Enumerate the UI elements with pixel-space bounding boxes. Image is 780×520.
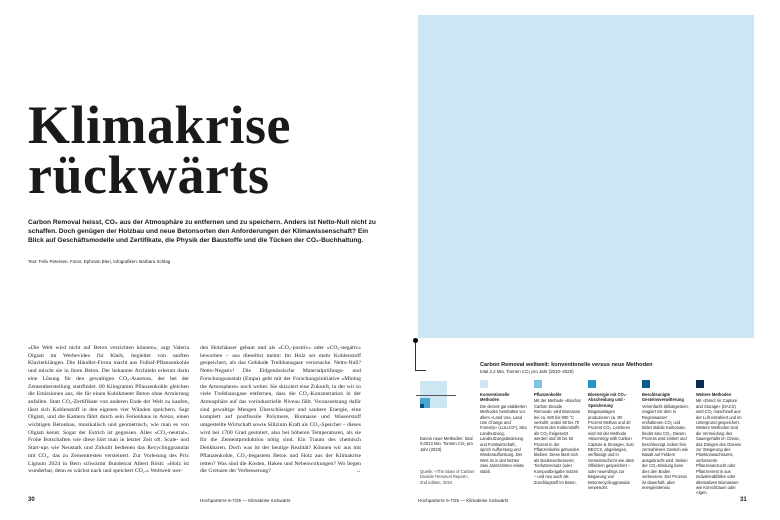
category-body: Mit der Methode «Biochar Carbon Dioxide Removal» wird Biomasse bei ca. 600 bis 900 °C verkohlt, wobei 50 bis 70 Prozent des Kohlenstoffs als CO₂ freigesetzt werden und 30 bis 50 Prozent in der Pflanzenkohle gebunden bleiben. Diese lässt sich als Bodenverbesserer, Tierfutterersatz (oder Kompostbeigabe nutzen – und neu auch als Zuschlagstoff im Beton. bbox=[534, 398, 581, 485]
category-title: Bioenergie mit CO₂-Abscheidung und -Speicherung bbox=[588, 392, 627, 408]
scale-line bbox=[416, 395, 456, 396]
category-weathering bbox=[642, 380, 689, 490]
infographic-area-conventional bbox=[418, 15, 754, 338]
new-methods-note: Davon neue Methoden: total 0,0013 Mio. Tonnen CO₂ pro Jahr (2023) bbox=[420, 436, 473, 452]
swatch-weathering bbox=[642, 380, 650, 388]
body-column-2-text: den Holzhäuser gebaut und als «CO₂-positiv» oder «CO₂-negativ» beworben – aus dieselbst meint: Im Holz sei mehr Kohlenstoff gespeichert, als das Gebäude Treibhausgase verursache. Netto-Null? Netto-Negativ! Die Eidgenössische Materialprüfungs- und Forschungsanstalt (Empa) geht mit der Forschungsinitiative «Mining the Atmosphere» noch weiter. Sie skizziert eine Zukunft, in der wir so viele Treibhausgase entfernen, dass die CO₂-Konzentration in der Atmosphäre auf das vorindustrielle Niveau fällt. Voraussetzung dafür sind gewaltige Mengen Überschüssiger und saubere Energie, eine komplett auf postfossile Polymere, Biomasse und Wasserstoff umgestellte Wirtschaft sowie Silizium Kraft als CO₂-Speicher – dieses wird bei 1700 Grad gesintert, also bei höheren Temperaturen, als sie für die Zementproduktion nötig sind. Ein Traum des chemisch Denkbaren. Doch was ist der heutige Realität? Können wir aus mit Pflanzenkohle, CO₂-begastem Beton und Holz aus der Klimakrise retten? Was sind die Kosten, Haken und Nebenwirkungen? Wo liegen die Grenzen der Verbesserung? bbox=[200, 345, 361, 475]
category-title: Weitere Methoden bbox=[696, 392, 732, 397]
lead-paragraph: Carbon Removal heisst, CO₂ aus der Atmosphäre zu entfernen und zu speichern. Anders ist Netto-Null nicht zu schaffen. Doch genügen der Holzbau und neue Betonsorten den Anforderungen der Klimawissenschaft? Ein Blick auf Geschäftsmodelle und Zertifikate, die Physik der Baustoffe und die Tücken der CO₂-Buchhaltung. bbox=[28, 219, 376, 244]
headline bbox=[28, 95, 348, 205]
infographic-title: Carbon Removal weltweit: konventionelle versus neue Methoden bbox=[480, 362, 653, 368]
connector-line-horizontal bbox=[415, 370, 426, 371]
page-number-right: 31 bbox=[740, 497, 747, 503]
category-title: Beschleunigte Gesteinsverwitterung bbox=[642, 392, 684, 403]
connector-line bbox=[415, 343, 416, 370]
swatch-beccs bbox=[588, 380, 596, 388]
right-page bbox=[390, 0, 780, 520]
infographic-subtitle: total 2,2 Mio. Tonnen CO₂ pro Jahr (2010–2020) bbox=[480, 369, 574, 374]
area-other-methods bbox=[420, 404, 424, 408]
swatch-conventional bbox=[480, 380, 488, 388]
body-column-2 bbox=[200, 345, 361, 476]
credits: Text: Felix Petersen, Fotos: Ephraim Bieri, Infografiken: Barbara Schlag bbox=[28, 259, 171, 264]
body-column-1: «Die Welt wird nicht auf Beton verzichten können», sagt Valeria Olgiati im Werbevideo für Klark, begleitet von sanften Klavierklängen. Die Händler-Firma macht aus Fulhaf-Pflanzenkohle und mischt sie in ihren Beton. Der bekannte Architekt erkennt darin eine Lösung für den gewaltigen CO₂-Ausstoss, der bei der Zementherstellung stattfindet. 80 Kilogramm Pflanzenkohle gleichen die Emissionen aus, die für einen Kubikmeter Beton ohne Armierung anfallen. Statt CO₂-Zertifikate von anderen Ende der Welt zu kaufen, lässt sich Kohlenstoff in den eigenen vier Wänden speichern. Sagt Olgiati, und die Kamera fährt durch sein Ferienhaus in Arezo, einen wichtigen Betonbau, musikalisch und geometrisch, wie man es von Olgiati kennt. Sogar der Estrich ist gegossen. Alles «CO₂-neutral». Frohe Botschaften wie diese hört man in letzter Zeit oft. Scale- und Start-ups wie Neustark und Zirkulit bedienen das Recyclinggranulat mit CO₂, das zu Zementresten versteinert. Zur Vorlesung des Prix Lignum 2024 in Bern schwärmt Bundesrat Albert Rösti: «Holz ist wunderbar, denn es wächst nach und speichert CO₂.» Weltweit wer- bbox=[28, 345, 189, 475]
headline-line-1: Klimakrise bbox=[28, 95, 291, 155]
category-body: Biogasanlagen produzieren ca. 80 Prozent Methan und 40 Prozent CO₂. Letzteres wird mit der Methode «Bioenergy with Carbon Capture & Storage», kurz BECCS, abgefangen, verflüssigt und in Gesteinsschicht wie alten Ölfeldern gespeichert – oder neuerdings zur Begasung von Betonrecyclinggranulat verwendet. bbox=[588, 409, 635, 490]
swatch-other bbox=[696, 380, 704, 388]
category-body: Die derzeit gut etablierten Methoden beinhalten vor allem «Land Use, Land Use Change and Forestry» (LULUCF), also Landnutzung, Landnutzungsänderung und Forstwirtschaft, sprich Aufforstung und Wiederaufforstung. Der Wert ist in den letzten zwei Jahrzehnten relativ stabil. bbox=[480, 403, 527, 474]
footer-left: Hochparterre 6-7/25 — Klimakrise rückwärts bbox=[200, 498, 291, 503]
category-body: Mit «Direct Air Capture and Storage» (DACS) wird CO₂ maschinell aus der Luft extrahiert und im Untergrund gespeichert. Weitere Methoden sind die Vermeidung des Sauergehalts im Ozean, das Düngen des Ozeans zur Steigerung des Planktonwachstums, verbesserte Pflanzenanzucht oder Pflanzenrest in aus Industrieabfällen oder alternativen Biomassen wie Körnchbaum oder Algen. bbox=[696, 398, 742, 496]
continue-arrow: → bbox=[355, 468, 361, 475]
swatch-biochar bbox=[534, 380, 542, 388]
infographic-area-new-methods bbox=[420, 381, 447, 408]
footer-right: Hochparterre 6-7/25 — Klimakrise rückwärts bbox=[418, 498, 509, 503]
page-number-left: 30 bbox=[28, 497, 35, 503]
source-note: Quelle: «The State of Carbon Dioxide Removal Report», 2nd edition, 2024 bbox=[420, 469, 475, 485]
category-title: Pflanzenkohle bbox=[534, 392, 562, 397]
category-biochar bbox=[534, 380, 581, 485]
category-other bbox=[696, 380, 743, 496]
category-beccs bbox=[588, 380, 635, 490]
category-title: Konventionelle Methoden bbox=[480, 392, 510, 403]
category-conventional bbox=[480, 380, 527, 474]
headline-line-2: rückwärts bbox=[28, 145, 270, 205]
category-body: Vereinfacht Silikatgestein, reagiert mit dem in Regenwasser enthaltenen CO₂ und bildet stabile Karbonate, bindet also CO₂. Diesen Prozess wird imitiert und beschleunigt, indem fein zermahlenes Gestein wie Basalt auf Feldern ausgebracht wird. Neben der CO₂-Bindung kann dies den Boden verbessern. Der Prozess ist dauerhaft, aber energieintensiv. bbox=[642, 403, 689, 490]
